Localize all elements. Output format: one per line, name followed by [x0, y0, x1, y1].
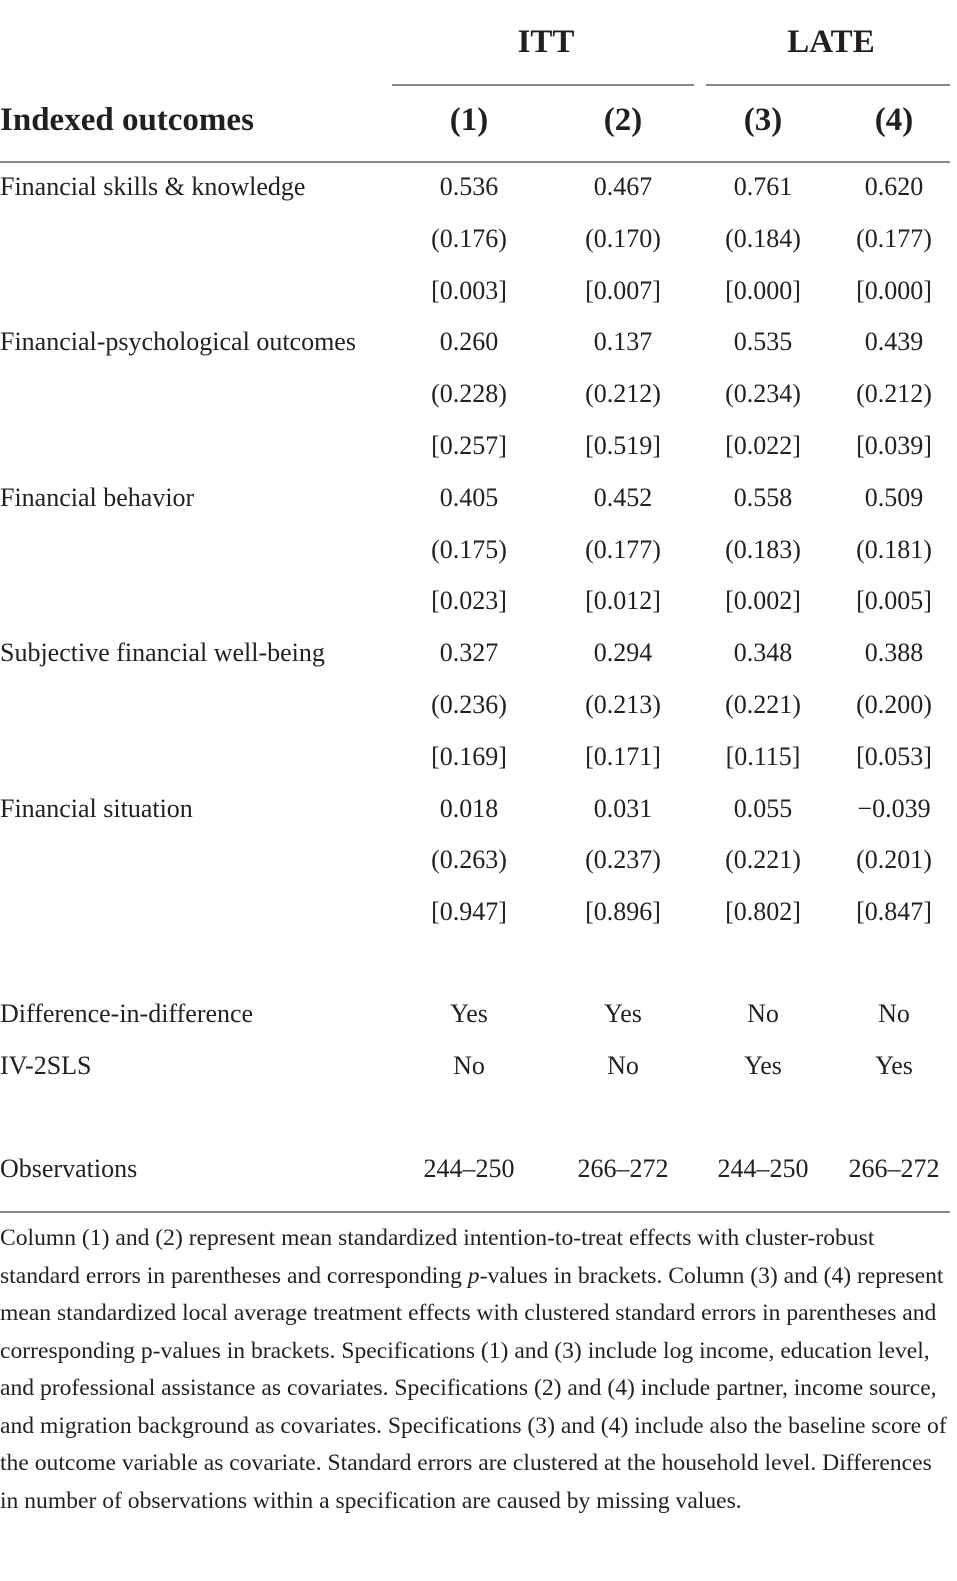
coefficient-cell: 0.439: [864, 327, 924, 357]
late-underline: [706, 84, 950, 86]
p-value-cell: [0.002]: [725, 586, 801, 616]
spec-value-cell: No: [747, 999, 779, 1028]
coefficient-cell: 0.536: [439, 172, 499, 201]
standard-error-cell: (0.221): [725, 845, 801, 875]
table-notes: [0, 1220, 950, 1520]
spec-value-cell: Yes: [450, 999, 488, 1028]
outcome-label: Financial-psychological outcomes: [0, 327, 356, 357]
notes-part1: Column (1) and (2) represent mean standardized intention-to-treat effects with cluster-robust standard errors in parentheses and corresponding: [0, 1225, 875, 1289]
coefficient-cell: 0.620: [864, 172, 924, 201]
p-value-cell: [0.000]: [725, 275, 801, 305]
row-label-header: Indexed outcomes: [0, 102, 254, 138]
standard-error-cell: (0.236): [431, 690, 507, 719]
coefficient-cell: 0.761: [733, 172, 793, 201]
p-value-cell: [0.847]: [856, 897, 932, 927]
outcome-label: Subjective financial well-being: [0, 638, 325, 668]
coefficient-cell: 0.535: [733, 327, 793, 357]
coefficient-cell: 0.260: [439, 327, 499, 357]
p-value-cell: [0.257]: [431, 431, 507, 460]
itt-underline: [392, 84, 694, 86]
coefficient-cell: 0.018: [439, 793, 499, 823]
spec-value-cell: Yes: [604, 999, 642, 1028]
p-value-cell: [0.053]: [856, 741, 932, 771]
observations-cell: 244–250: [717, 1154, 809, 1183]
coefficient-cell: 0.405: [439, 482, 499, 512]
p-value-cell: [0.171]: [585, 741, 661, 771]
standard-error-cell: (0.170): [585, 223, 661, 253]
coefficient-cell: 0.327: [439, 638, 499, 668]
standard-error-cell: (0.234): [725, 379, 801, 409]
outcome-label: Financial skills & knowledge: [0, 172, 306, 201]
standard-error-cell: (0.183): [725, 534, 801, 564]
p-value-cell: [0.005]: [856, 586, 932, 616]
spec-value-cell: No: [878, 999, 910, 1028]
coefficient-cell: 0.388: [864, 638, 924, 668]
standard-error-cell: (0.212): [585, 379, 661, 409]
outcome-label: Financial behavior: [0, 482, 195, 512]
standard-error-cell: (0.213): [585, 690, 661, 719]
p-value-cell: [0.169]: [431, 741, 507, 771]
column-header-1: (1): [449, 102, 489, 138]
p-value-cell: [0.039]: [856, 431, 932, 460]
standard-error-cell: (0.177): [585, 534, 661, 564]
column-header-4: (4): [874, 102, 914, 138]
spec-label: IV-2SLS: [0, 1051, 92, 1080]
coefficient-cell: 0.348: [733, 638, 793, 668]
notes-part2: -values in brackets. Column (3) and (4) represent mean standardized local average treatment effects with clustered standard errors in parentheses and corresponding p-values in brackets. Specifications (1) and (3) include log income, education level, and professional assistance as covariates. Specifications (2) and (4) include partner, income source, and migration background as covariates. Specifications (3) and (4) include also the baseline score of the outcome variable as covariate. Standard errors are clustered at the household level. Differences in number of observations within a specification are caused by missing values.: [0, 1262, 947, 1514]
standard-error-cell: (0.201): [856, 845, 932, 875]
standard-error-cell: (0.237): [585, 845, 661, 875]
standard-error-cell: (0.228): [431, 379, 507, 409]
coefficient-cell: −0.039: [857, 793, 931, 823]
spec-value-cell: Yes: [744, 1051, 782, 1080]
standard-error-cell: (0.212): [856, 379, 932, 409]
standard-error-cell: (0.200): [856, 690, 932, 719]
coefficient-cell: 0.031: [593, 793, 653, 823]
column-header-2: (2): [603, 102, 643, 138]
p-value-cell: [0.896]: [585, 897, 661, 927]
p-value-cell: [0.012]: [585, 586, 661, 616]
group-header-late: LATE: [787, 24, 875, 60]
p-value-cell: [0.947]: [431, 897, 507, 927]
spec-label: Difference-in-difference: [0, 999, 254, 1028]
p-value-cell: [0.023]: [431, 586, 507, 616]
observations-cell: 244–250: [423, 1154, 515, 1183]
coefficient-cell: 0.452: [593, 482, 653, 512]
p-value-cell: [0.022]: [725, 431, 801, 460]
header-rule: [0, 161, 950, 163]
spec-value-cell: No: [607, 1051, 639, 1080]
spec-value-cell: No: [453, 1051, 485, 1080]
group-header-itt: ITT: [517, 24, 575, 60]
p-value-cell: [0.003]: [431, 275, 507, 305]
notes-rule: [0, 1211, 950, 1213]
coefficient-cell: 0.509: [864, 482, 924, 512]
column-header-3: (3): [743, 102, 783, 138]
spec-value-cell: Yes: [875, 1051, 913, 1080]
coefficient-cell: 0.558: [733, 482, 793, 512]
standard-error-cell: (0.181): [856, 534, 932, 564]
coefficient-cell: 0.467: [593, 172, 653, 201]
observations-cell: 266–272: [577, 1154, 669, 1183]
outcome-label: Financial situation: [0, 793, 193, 823]
p-value-cell: [0.115]: [725, 741, 801, 771]
p-value-cell: [0.007]: [585, 275, 661, 305]
standard-error-cell: (0.177): [856, 223, 932, 253]
coefficient-cell: 0.055: [733, 793, 793, 823]
p-value-cell: [0.802]: [725, 897, 801, 927]
coefficient-cell: 0.137: [593, 327, 653, 357]
notes-p-italic: p: [467, 1262, 480, 1289]
standard-error-cell: (0.221): [725, 690, 801, 719]
standard-error-cell: (0.184): [725, 223, 801, 253]
observations-label: Observations: [0, 1154, 138, 1183]
standard-error-cell: (0.175): [431, 534, 507, 564]
p-value-cell: [0.519]: [585, 431, 661, 460]
coefficient-cell: 0.294: [593, 638, 653, 668]
standard-error-cell: (0.263): [431, 845, 507, 875]
p-value-cell: [0.000]: [856, 275, 932, 305]
standard-error-cell: (0.176): [431, 223, 507, 253]
observations-cell: 266–272: [848, 1154, 940, 1183]
